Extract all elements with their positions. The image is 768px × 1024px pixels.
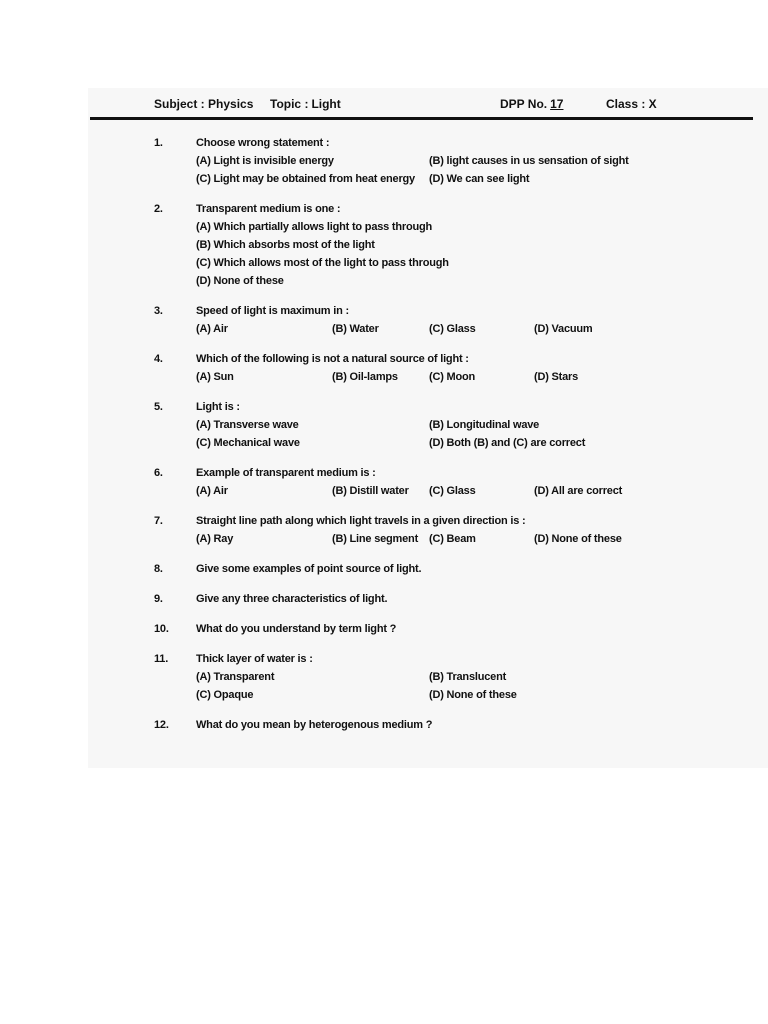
question-number: 9. — [154, 593, 163, 605]
question-9 — [0, 590, 768, 608]
question-6 — [0, 464, 768, 500]
option: (D) Stars — [534, 371, 579, 383]
options — [196, 668, 768, 704]
option: (C) Glass — [429, 485, 476, 497]
option: (B) Distill water — [332, 485, 409, 497]
question-number: 1. — [154, 137, 163, 149]
options — [196, 368, 768, 386]
question-text: Give some examples of point source of light. — [196, 563, 422, 575]
question-12 — [0, 716, 768, 734]
option: (D) None of these — [429, 689, 517, 701]
topic-caption: Topic : — [270, 97, 309, 111]
option: (B) light causes in us sensation of sight — [429, 155, 629, 167]
option: (C) Glass — [429, 323, 476, 335]
option: (A) Air — [196, 485, 228, 497]
topic-value: Light — [311, 97, 341, 111]
question-text: Speed of light is maximum in : — [196, 305, 349, 317]
question-text: Transparent medium is one : — [196, 203, 341, 215]
option: (B) Which absorbs most of the light — [196, 239, 375, 251]
question-number: 2. — [154, 203, 163, 215]
options — [196, 320, 768, 338]
question-list — [0, 134, 768, 746]
option: (C) Mechanical wave — [196, 437, 300, 449]
option: (D) Both (B) and (C) are correct — [429, 437, 586, 449]
question-11 — [0, 650, 768, 704]
question-text: Which of the following is not a natural source of light : — [196, 353, 469, 365]
question-text: Example of transparent medium is : — [196, 467, 376, 479]
option: (D) Vacuum — [534, 323, 593, 335]
class-label: Class : X — [606, 97, 657, 111]
options — [196, 530, 768, 548]
topic-label — [270, 97, 341, 111]
question-text: What do you mean by heterogenous medium ? — [196, 719, 433, 731]
option: (A) Light is invisible energy — [196, 155, 334, 167]
question-text: Straight line path along which light travels in a given direction is : — [196, 515, 526, 527]
question-number: 6. — [154, 467, 163, 479]
question-number: 12. — [154, 719, 169, 731]
options — [196, 482, 768, 500]
option: (D) All are correct — [534, 485, 623, 497]
option: (A) Air — [196, 323, 228, 335]
options — [196, 152, 768, 188]
header-divider — [90, 117, 753, 120]
question-8 — [0, 560, 768, 578]
option: (C) Beam — [429, 533, 476, 545]
option: (B) Translucent — [429, 671, 507, 683]
dpp-number — [500, 97, 563, 111]
question-number: 3. — [154, 305, 163, 317]
question-number: 7. — [154, 515, 163, 527]
subject-label: Subject : Physics — [154, 97, 254, 111]
question-number: 4. — [154, 353, 163, 365]
option: (B) Water — [332, 323, 379, 335]
option: (A) Ray — [196, 533, 234, 545]
worksheet-header — [0, 97, 768, 117]
option: (D) None of these — [534, 533, 622, 545]
option: (B) Longitudinal wave — [429, 419, 540, 431]
question-number: 5. — [154, 401, 163, 413]
question-number: 10. — [154, 623, 169, 635]
question-text: Light is : — [196, 401, 240, 413]
question-2 — [0, 200, 768, 290]
dpp-value: 17 — [550, 97, 564, 111]
dpp-caption: DPP No. — [500, 97, 548, 111]
option: (B) Line segment — [332, 533, 419, 545]
options — [196, 218, 768, 290]
question-5 — [0, 398, 768, 452]
question-4 — [0, 350, 768, 386]
option: (A) Which partially allows light to pass through — [196, 221, 433, 233]
option: (A) Sun — [196, 371, 234, 383]
option: (C) Light may be obtained from heat energy — [196, 173, 415, 185]
option: (C) Moon — [429, 371, 476, 383]
option: (C) Which allows most of the light to pass through — [196, 257, 449, 269]
options — [196, 416, 768, 452]
option: (D) We can see light — [429, 173, 530, 185]
question-3 — [0, 302, 768, 338]
option: (A) Transverse wave — [196, 419, 299, 431]
question-7 — [0, 512, 768, 548]
question-number: 11. — [154, 653, 169, 665]
question-text: Choose wrong statement : — [196, 137, 330, 149]
question-10 — [0, 620, 768, 638]
option: (A) Transparent — [196, 671, 275, 683]
question-number: 8. — [154, 563, 163, 575]
option: (D) None of these — [196, 275, 284, 287]
option: (C) Opaque — [196, 689, 254, 701]
question-1 — [0, 134, 768, 188]
question-text: What do you understand by term light ? — [196, 623, 397, 635]
question-text: Give any three characteristics of light. — [196, 593, 388, 605]
question-text: Thick layer of water is : — [196, 653, 313, 665]
option: (B) Oil-lamps — [332, 371, 398, 383]
